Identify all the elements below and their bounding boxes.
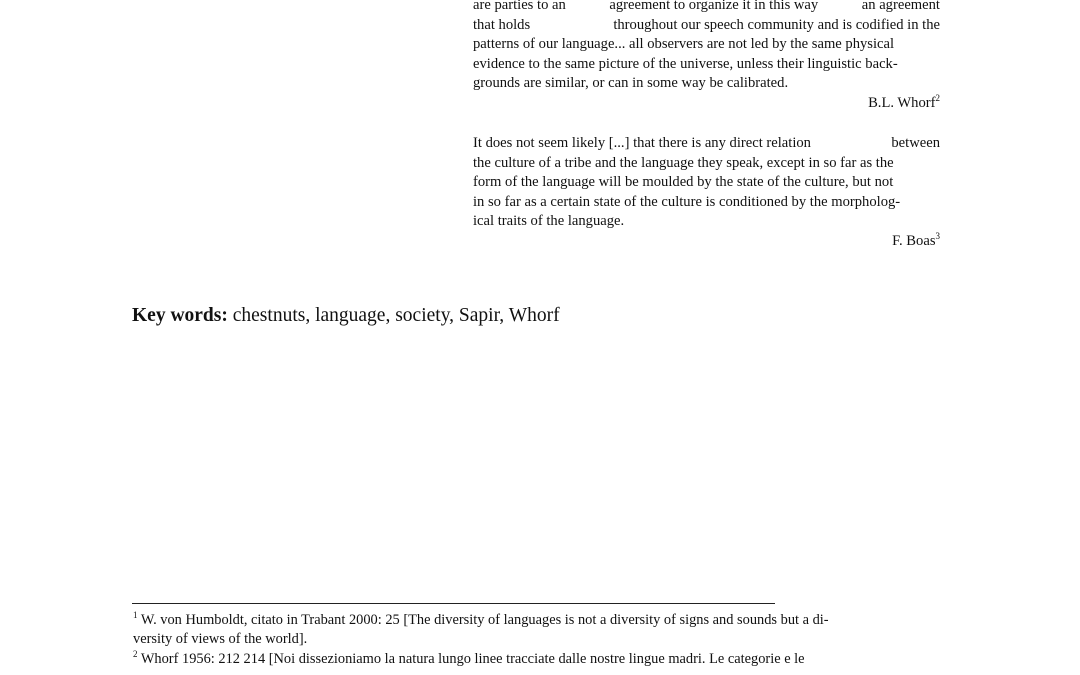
quote-line: the culture of a tribe and the language they speak, except in so far as the bbox=[473, 154, 894, 171]
quote-line: patterns of our language... all observers are not led by the same physical bbox=[473, 36, 895, 53]
epigraph-quote-whorf bbox=[473, 0, 940, 114]
footnote-line bbox=[133, 611, 925, 630]
footnote-1 bbox=[133, 611, 925, 650]
footnote-number: 2 bbox=[133, 649, 138, 660]
footnote-number: 1 bbox=[133, 610, 138, 621]
footnotes bbox=[133, 611, 925, 669]
quote-text: that holds bbox=[473, 16, 531, 33]
footnote-ref[interactable]: 2 bbox=[935, 93, 940, 104]
footnote-2 bbox=[133, 650, 925, 669]
quote-line: in so far as a certain state of the culture is conditioned by the morpholog- bbox=[473, 193, 901, 210]
quote-line bbox=[473, 16, 940, 36]
footnote-separator bbox=[132, 603, 775, 604]
footnote-text: W. von Humboldt, citato in Trabant 2000: 25 [The diversity of languages is not a diversity of signs and sounds but a di- bbox=[137, 612, 829, 628]
quote-text: are parties to an bbox=[473, 0, 566, 13]
quote-text: between bbox=[891, 135, 940, 151]
quote-attribution bbox=[473, 94, 940, 114]
quote-text: an agreement bbox=[861, 0, 940, 13]
quote-line bbox=[473, 0, 940, 16]
footnote-line: versity of views of the world]. bbox=[133, 631, 308, 648]
keywords-label: Key words: bbox=[132, 305, 228, 326]
quote-line: evidence to the same picture of the universe, unless their linguistic back- bbox=[473, 55, 898, 72]
keywords-text: chestnuts, language, society, Sapir, Whorf bbox=[227, 305, 560, 326]
footnote-line bbox=[133, 650, 925, 669]
quote-text: agreement to organize it in this way bbox=[609, 0, 819, 13]
quote-attribution bbox=[473, 232, 940, 252]
quote-line: grounds are similar, or can in some way be calibrated. bbox=[473, 75, 789, 92]
attribution-author: F. Boas bbox=[892, 232, 936, 249]
quote-text: throughout our speech community and is codified in the bbox=[613, 16, 940, 33]
quote-text: It does not seem likely [...] that there is any direct relation bbox=[473, 135, 811, 151]
quote-line: form of the language will be moulded by the state of the culture, but not bbox=[473, 174, 894, 191]
keywords-line bbox=[132, 304, 560, 328]
attribution-author: B.L. Whorf bbox=[868, 94, 936, 111]
footnote-text: Whorf 1956: 212 214 [Noi dissezioniamo la natura lungo linee tracciate dalle nostre lingue madri. Le categorie e le bbox=[137, 650, 805, 667]
footnote-ref[interactable]: 3 bbox=[935, 231, 940, 242]
quote-line bbox=[473, 134, 940, 154]
epigraph-quote-boas bbox=[473, 134, 940, 252]
quote-line: ical traits of the language. bbox=[473, 213, 625, 230]
